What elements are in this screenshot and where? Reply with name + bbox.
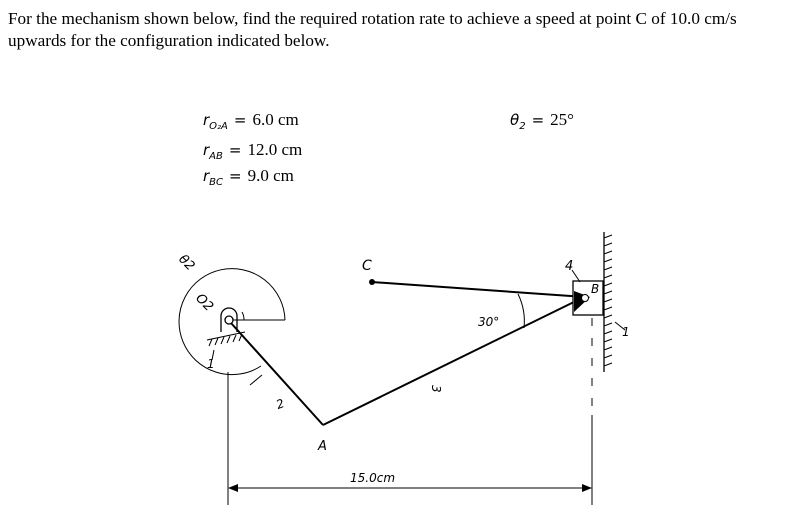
o2-ground-hatch [207,332,245,346]
label-point-a: A [318,439,327,454]
r-bc-symbol: $r_{BC}$ [203,167,224,188]
r-ab-symbol: $r_{AB}$ [203,141,223,162]
angle-30-arc [518,294,524,328]
label-point-c: C [362,258,372,274]
dim-arrow-right [582,484,592,492]
label-link4: 4 [565,259,574,274]
theta2-symbol: $\theta_2$ [510,111,526,132]
link2-leader [250,375,262,385]
given-r-o2a: $r_{O_2A} = 6.0$ cm [203,110,299,132]
problem-statement: For the mechanism shown below, find the required rotation rate to achieve a speed at point C of 10.0 cm/s upwards for the configuration indicated below. [8,9,737,50]
label-link3: 3 [429,385,443,393]
label-theta2: θ2 [175,251,198,275]
theta2-value: 25° [550,110,574,129]
r-o2a-value: 6.0 cm [252,110,299,129]
link-ab [323,300,578,425]
wall-hatch [604,235,612,366]
label-point-b: B [591,282,600,296]
given-theta2: $\theta_2 = 25^\circ$ [510,110,574,132]
label-link2: 2 [274,396,287,412]
given-r-bc: $r_{BC} = 9.0$ cm [203,166,294,188]
theta2-angle-arc [242,312,244,320]
link-o2a [231,323,323,425]
link-bc [372,282,585,297]
point-c-dot [369,279,375,285]
r-ab-value: 12.0 cm [247,140,303,159]
label-link1-ground: 1 [207,357,215,371]
r-o2a-symbol: $r_{O_2A}$ [203,111,228,132]
r-bc-value: 9.0 cm [247,166,294,185]
given-r-ab: $r_{AB} = 12.0$ cm [203,140,303,162]
joint-b [582,295,589,302]
label-slider-ground: 1 [622,325,630,339]
label-o2: O2 [192,290,216,315]
label-dimension: 15.0cm [350,471,396,485]
dim-arrow-left [228,484,238,492]
label-angle-30: 30° [478,315,500,329]
